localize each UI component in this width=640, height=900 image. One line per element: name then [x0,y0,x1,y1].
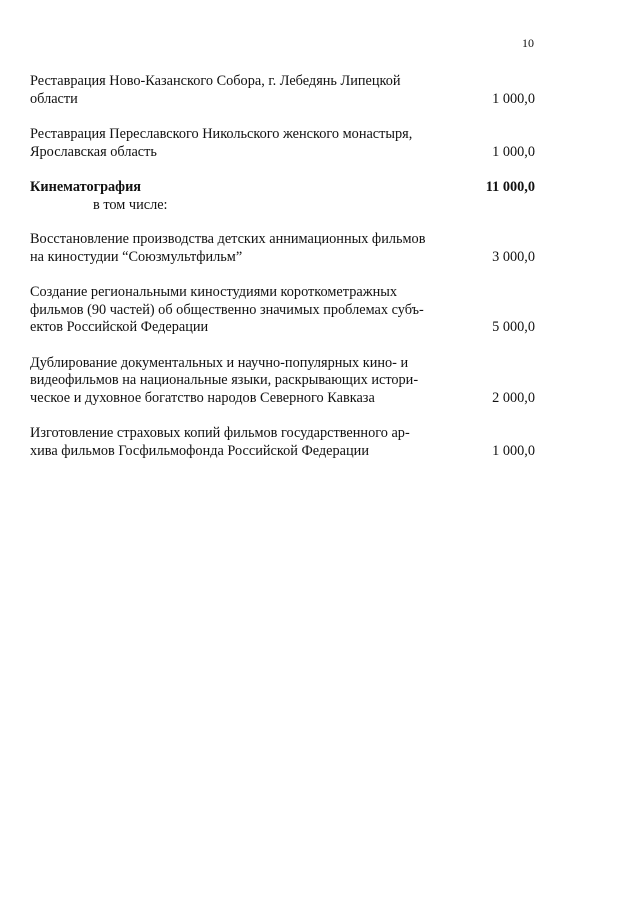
entry-line: ческое и духовное богатство народов Северного Кавказа [30,389,375,406]
entry-description [30,355,450,408]
expense-entry [30,425,535,460]
entry-amount: 1 000,0 [492,90,535,107]
entry-amount: 5 000,0 [492,319,535,335]
entry-amount: 2 000,0 [492,389,535,406]
entry-line: Ярославская область [30,143,157,160]
entry-description [30,425,450,460]
section-heading-entry [30,179,535,214]
entry-amount: 1 000,0 [492,442,535,459]
expense-entry [30,284,535,337]
entry-description [30,284,450,337]
expense-entry [30,126,535,161]
expense-entry [30,231,535,266]
entry-line: Изготовление страховых копий фильмов государственного ар- [30,425,410,441]
entry-line: Реставрация Ново-Казанского Собора, г. Лебедянь Липецкой [30,73,401,89]
entry-line: ектов Российской Федерации [30,319,209,335]
expense-list [30,73,535,460]
entry-line: Создание региональными киностудиями короткометражных [30,284,397,300]
section-subtitle: в том числе: [93,196,168,213]
expense-entry [30,73,535,108]
entry-line: видеофильмов на национальные языки, раскрывающих истори- [30,372,419,388]
entry-amount: 3 000,0 [492,248,535,265]
entry-description [30,231,450,266]
entry-line: на киностудии “Союзмультфильм” [30,248,243,265]
expense-entry [30,355,535,408]
section-total-amount: 11 000,0 [485,179,535,195]
entry-description [30,73,450,108]
entry-line: Восстановление производства детских аннимационных фильмов [30,231,426,247]
entry-line: Реставрация Переславского Никольского женского монастыря, [30,126,413,142]
section-title: Кинематография [30,179,142,195]
entry-line: хива фильмов Госфильмофонда Российской Федерации [30,442,369,459]
entry-description [30,179,450,214]
entry-line: фильмов (90 частей) об общественно значимых проблемах субъ- [30,301,424,318]
entry-amount: 1 000,0 [492,143,535,160]
entry-line: области [30,90,78,107]
entry-description [30,126,450,161]
entry-line: Дублирование документальных и научно-популярных кино- и [30,354,409,371]
page-number: 10 [522,36,534,50]
